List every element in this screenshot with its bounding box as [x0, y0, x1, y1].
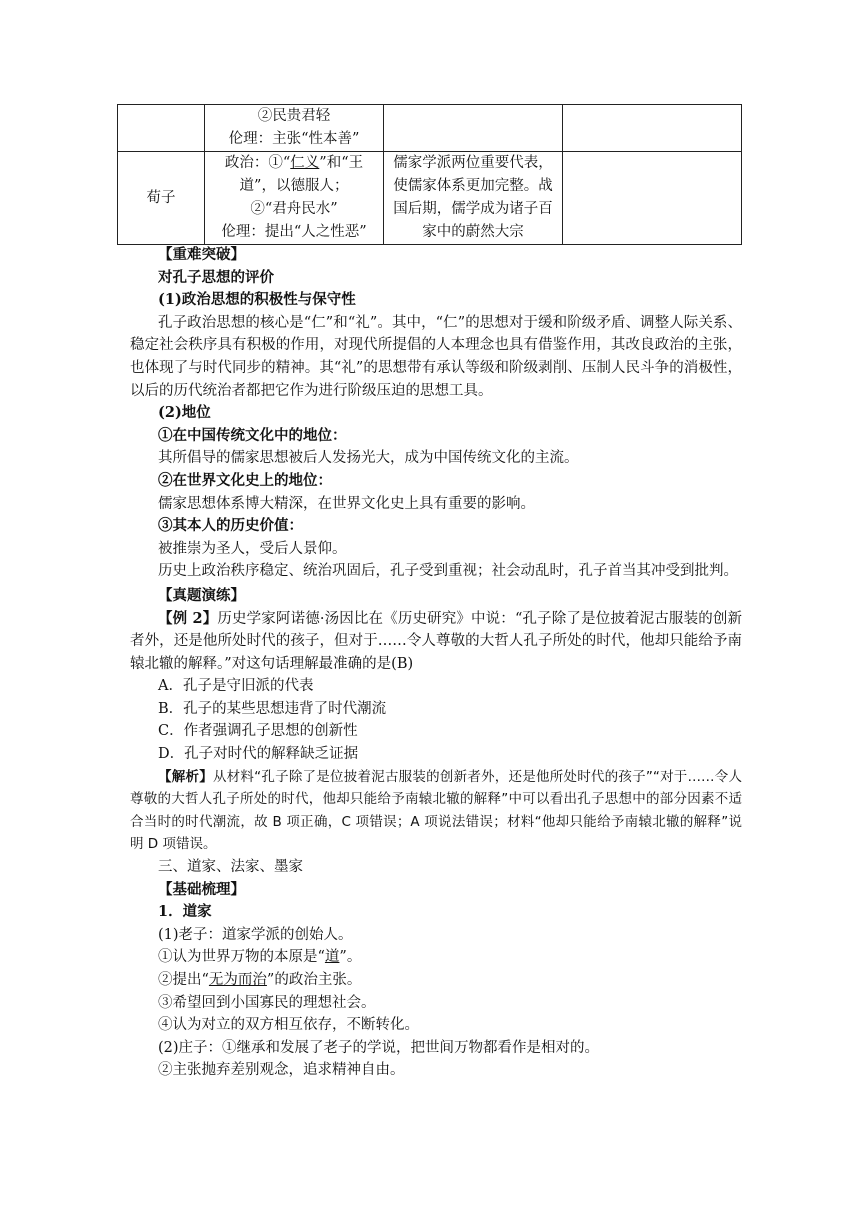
example-question [130, 608, 742, 676]
section-heading: 【重难突破】 [158, 246, 245, 263]
table-cell-extra [563, 152, 742, 245]
paragraph: 其所倡导的儒家思想被后人发扬光大，成为中国传统文化的主流。 [158, 450, 579, 467]
thought-line: ②“君舟民水” [250, 201, 338, 217]
subheading: ③其本人的历史价值： [158, 517, 303, 535]
example-tag: 【例 2】 [158, 609, 218, 627]
subheading: (2)地位 [158, 404, 211, 422]
list-item: ③希望回到小国寡民的理想社会。 [158, 994, 376, 1011]
analysis-tag: 【解析】 [158, 768, 213, 785]
table-cell-extra [563, 105, 742, 152]
analysis-text: 从材料“孔子除了是位披着泥古服装的创新者外，还是他所处时代的孩子”“对于……令人尊敬的大哲人孔子所处的时代，他却只能给予南辕北辙的解释”中可以看出孔子思想中的部分因素不适合当时的时代潮流，故 B 项正确，C 项错误；A 项说法错误；材料“他却只能给予南辕北辙的解释”说明 D 项错误。 [130, 768, 743, 853]
table-cell-status [384, 105, 563, 152]
option-b: B．孔子的某些思想违背了时代潮流 [158, 700, 387, 717]
thought-line: 伦理：主张“性本善” [228, 131, 360, 147]
table-row [118, 105, 742, 152]
table-cell-status [384, 152, 563, 245]
status-line: 使儒家体系更加完整。战 [393, 178, 553, 194]
thought-line: 政治：①“仁义”和“王 [224, 155, 364, 171]
example-text: 历史学家阿诺德·汤因比在《历史研究》中说：“孔子除了是位披着泥古服装的创新者外，还是他所处时代的孩子，但对于……令人尊敬的大哲人孔子所处的时代，他却只能给予南辕北辙的解释。”对这句话理解最准确的是(B) [130, 610, 742, 672]
section-title: 三、道家、法家、墨家 [158, 859, 303, 876]
status-line: 国后期，儒学成为诸子百 [393, 201, 553, 217]
subheading: ①在中国传统文化中的地位： [158, 426, 347, 444]
thought-line: 道”，以德服人； [239, 178, 349, 194]
table-cell-name [118, 105, 205, 152]
table-row [118, 152, 742, 245]
paragraph: 儒家思想体系博大精深，在世界文化史上具有重要的影响。 [158, 495, 535, 512]
subheading: (1)政治思想的积极性与保守性 [158, 291, 356, 309]
option-a: A．孔子是守旧派的代表 [158, 678, 314, 695]
paragraph: 孔子政治思想的核心是“仁”和“礼”。其中，“仁”的思想对于缓和阶级矛盾、调整人际关系、稳定社会秩序具有积极的作用，对现代所提倡的人本理念也具有借鉴作用，其改良政治的主张，也体现了与时代同步的精神。其“礼”的思想带有承认等级和阶级剥削、压制人民斗争的消极性，以后的历代统治者都把它作为进行阶级压迫的思想工具。 [130, 314, 742, 399]
thought-line: ②民贵君轻 [257, 108, 331, 124]
document-body [130, 244, 742, 1082]
thought-line: 伦理：提出“人之性恶” [221, 224, 367, 240]
option-d: D．孔子对时代的解释缺乏证据 [158, 746, 359, 763]
paragraph: (2)庄子：①继承和发展了老子的学说，把世间万物都看作是相对的。 [158, 1039, 600, 1056]
topic-title: 对孔子思想的评价 [158, 268, 274, 286]
section-heading: 【真题演练】 [158, 586, 245, 604]
option-c: C．作者强调孔子思想的创新性 [158, 723, 358, 740]
section-heading: 【基础梳理】 [158, 880, 245, 898]
table-cell-thought [205, 105, 384, 152]
paragraph: (1)老子：道家学派的创始人。 [158, 926, 353, 943]
subheading: ②在世界文化史上的地位： [158, 471, 332, 489]
status-line: 儒家学派两位重要代表， [393, 155, 553, 171]
analysis [130, 766, 742, 856]
paragraph: 历史上政治秩序稳定、统治巩固后，孔子受到重视；社会动乱时，孔子首当其冲受到批判。 [158, 563, 738, 580]
status-line: 家中的蔚然大宗 [422, 224, 524, 240]
list-item: ②提出“无为而治”的政治主张。 [158, 972, 362, 988]
paragraph: 被推崇为圣人，受后人景仰。 [158, 540, 347, 557]
list-item: ④认为对立的双方相互依存，不断转化。 [158, 1017, 419, 1034]
table-cell-name: 荀子 [118, 152, 205, 245]
table-cell-thought [205, 152, 384, 245]
thinkers-table [117, 104, 742, 245]
list-item: ①认为世界万物的本原是“道”。 [158, 949, 362, 966]
list-item: ②主张抛弃差别观念，追求精神自由。 [158, 1062, 405, 1079]
subheading: 1．道家 [158, 903, 212, 921]
